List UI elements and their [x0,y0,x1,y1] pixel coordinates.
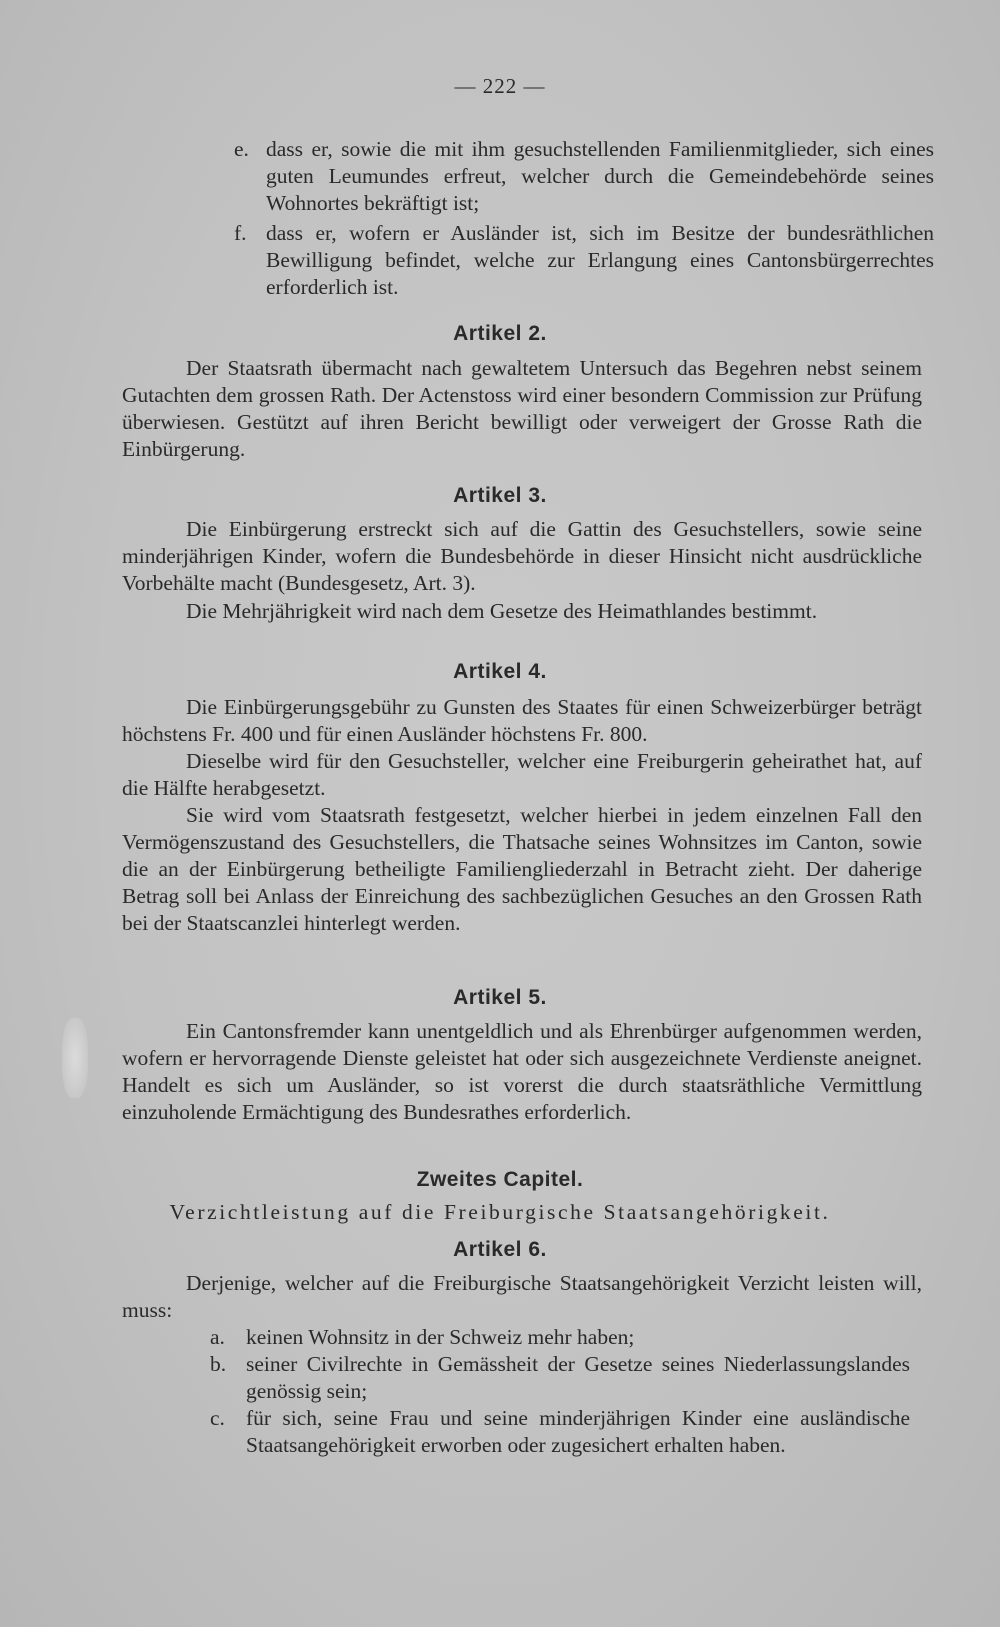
article-3-heading: Artikel 3. [453,484,547,507]
chapter-heading: Zweites Capitel. [416,1168,584,1191]
list-text: dass er, wofern er Ausländer ist, sich im Besitze der bundesräthlichen Bewilligung befindet, welche zur Erlangung eines Cantonsbürgerrechtes erforderlich ist. [266,221,934,299]
list-text: dass er, sowie die mit ihm gesuchstellenden Familienmitglieder, sich eines guten Leumundes erfreut, welcher durch die Gemeindebehörde seines Wohnortes bekräftigt ist; [266,137,934,215]
article-6-intro: Derjenige, welcher auf die Freiburgische Staatsangehörigkeit Verzicht leisten will, muss: [122,1271,922,1322]
chapter-subtitle: Verzichtleistung auf die Freiburgische Staatsangehörigkeit. [169,1200,831,1224]
list-item-b [210,1351,910,1405]
list-item-e [234,136,934,217]
article-2-paragraph: Der Staatsrath übermacht nach gewaltetem Untersuch das Begehren nebst seinem Gutachten dem grossen Rath. Der Actenstoss wird einer besondern Commission zur Prüfung überwiesen. Gestützt auf ihren Bericht bewilligt oder verweigert der Grosse Rath die Einbürgerung. [122,356,922,461]
list-marker: c. [210,1406,225,1430]
list-marker: a. [210,1325,225,1349]
list-item-a [210,1324,910,1351]
article-5-paragraph: Ein Cantonsfremder kann unentgeldlich und als Ehrenbürger aufgenommen werden, wofern er hervorragende Dienste geleistet hat oder sich ausgezeichnete Verdienste aneignet. Handelt es sich um Ausländer, so ist vorerst die durch staatsräthliche Vermittlung einzuholende Ermächtigung des Bundesrathes erforderlich. [122,1019,922,1124]
list-item-c [210,1405,910,1459]
list-text: keinen Wohnsitz in der Schweiz mehr haben; [246,1325,635,1349]
list-text: seiner Civilrechte in Gemässheit der Gesetze seines Niederlassungslandes genössig sein; [246,1352,910,1403]
article-4-paragraph-1: Die Einbürgerungsgebühr zu Gunsten des Staates für einen Schweizerbürger beträgt höchstens Fr. 400 und für einen Ausländer höchstens Fr. 800. [122,695,922,746]
article-2-heading: Artikel 2. [453,322,547,345]
article-4-paragraph-3: Sie wird vom Staatsrath festgesetzt, welcher hierbei in jedem einzelnen Fall den Vermögenszustand des Gesuchstellers, die Thatsache seines Wohnsitzes im Canton, sowie die an der Einbürgerung betheiligte Familiengliederzahl in Betracht zieht. Der daherige Betrag soll bei Anlass der Einreichung des sachbezüglichen Gesuches an den Grossen Rath bei der Staatscanzlei hinterlegt werden. [122,803,922,935]
article-3-paragraph-1: Die Einbürgerung erstreckt sich auf die Gattin des Gesuchstellers, sowie seine minderjährigen Kinder, wofern die Bundesbehörde in dieser Hinsicht nicht ausdrückliche Vorbehälte macht (Bundesgesetz, Art. 3). [122,517,922,595]
list-marker: e. [234,137,249,161]
article-3-paragraph-2: Die Mehrjährigkeit wird nach dem Gesetze des Heimathlandes bestimmt. [186,599,818,623]
article-4-paragraph-2: Dieselbe wird für den Gesuchsteller, welcher eine Freiburgerin geheirathet hat, auf die Hälfte herabgesetzt. [122,749,922,800]
article-5-heading: Artikel 5. [453,986,547,1009]
page-number: — 222 — [454,74,546,98]
list-marker: f. [234,221,247,245]
article-4-heading: Artikel 4. [453,660,547,683]
list-text: für sich, seine Frau und seine minderjährigen Kinder eine ausländische Staatsangehörigkeit erworben oder zugesichert erhalten haben. [246,1406,910,1457]
article-6-heading: Artikel 6. [453,1238,547,1261]
list-item-f [234,220,934,301]
list-marker: b. [210,1352,227,1376]
paper-stain [62,1018,88,1098]
